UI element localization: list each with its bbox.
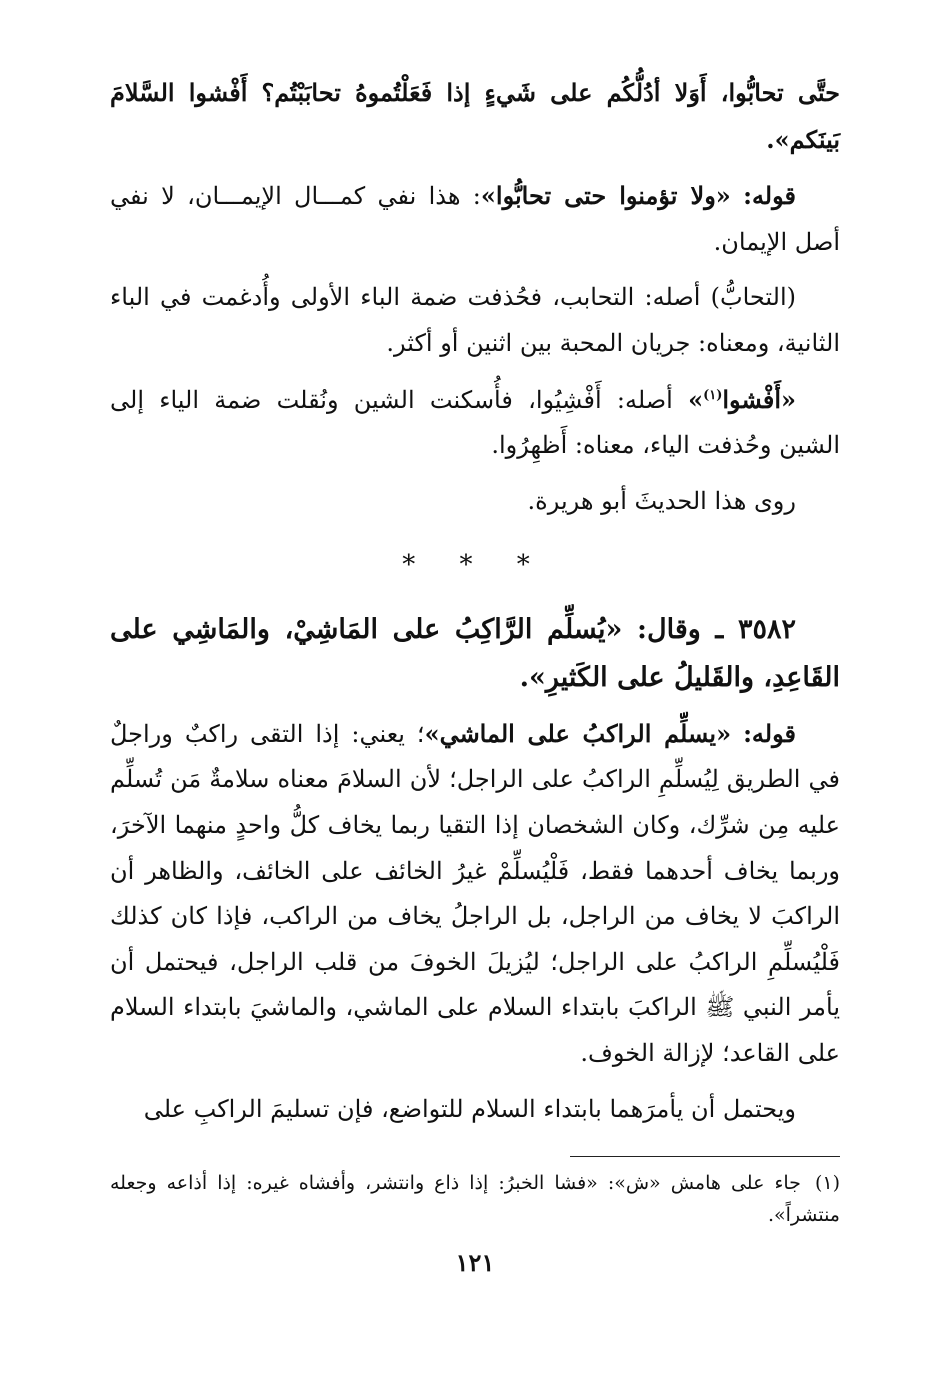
commentary-paragraph-2: (التحابُّ) أصله: التحابب، فحُذفت ضمة الباء الأولى وأُدغمت في الباء الثانية، ومعناه: جريان المحبة بين اثنين أو أكثر. <box>110 283 840 357</box>
page-body <box>110 70 840 1277</box>
footnote: (١)جاء على هامش «ش»: «فشا الخبرُ: إذا ذاع وانتشر، وأفشاه غيره: إذا أذاعه وجعله منتشراً». <box>110 1172 840 1227</box>
commentary-paragraph-1: قوله: «ولا تؤمنوا حتى تحابُّوا»: هذا نفي كمـــال الإيمـــان، لا نفي أصل الإيمان. <box>110 181 840 256</box>
section-separator: * * * <box>402 550 548 581</box>
hadith-continuation: حتَّى تحابُّوا، أَوَلا أدُلُّكُم على شَيءٍ إذا فَعَلْتُموهُ تحابَبْتُم؟ أَفْشوا السَّلامَ بَينَكم». <box>110 78 840 154</box>
commentary-paragraph-3: «أَفْشوا$^{(١)}$» أصله: أَفْشِيُوا، فأُسكنت الشين ونُقلت ضمة الياء إلى الشين وحُذفت الياء، معناه: أَظهِرُوا. <box>110 384 840 460</box>
narrator-line: روى هذا الحديثَ أبو هريرة. <box>527 486 796 515</box>
page-number: ١٢١ <box>455 1247 495 1277</box>
footnote-divider <box>570 1156 840 1157</box>
footnote-ref: (١) <box>703 387 723 403</box>
commentary-paragraph-4: قوله: «يسلِّم الراكبُ على الماشي»؛ يعني: إذا التقى راكبٌ وراجلٌ في الطريق لِيُسلِّمِ الراكبُ على الراجل؛ لأن السلامَ معناه سلامةٌ مَن تُسلِّم عليه مِن شرِّك، وكان الشخصان إذا التقيا ربما يخاف كلُّ واحدٍ منهما الآخرَ، وربما يخاف أحدهما فقط، فَلْيُسلِّمْ غيرُ الخائف على الخائف، والظاهر أن الراكبَ لا يخاف من الراجل، بل الراجلُ يخاف من الراكب، فإذا كان كذلك فَلْيُسلِّمِ الراكبُ على الراجل؛ ليُزيلَ الخوفَ من قلب الراجل، فيحتمل أن يأمر النبي ﷺ الراكبَ بابتداء السلام على الماشي، والماشيَ بابتداء السلام على القاعد؛ لإزالة الخوف. <box>110 718 840 1067</box>
commentary-paragraph-5: ويحتمل أن يأمرَهما بابتداء السلام للتواضع، فإن تسليمَ الراكبِ على <box>143 1094 796 1123</box>
hadith-3582: ٣٥٨٢ ـ وقال: «يُسلِّم الرَّاكِبُ على المَاشِيْ، والمَاشِي على القَاعِدِ، والقَليلُ على الكَثيرِ». <box>110 614 840 693</box>
